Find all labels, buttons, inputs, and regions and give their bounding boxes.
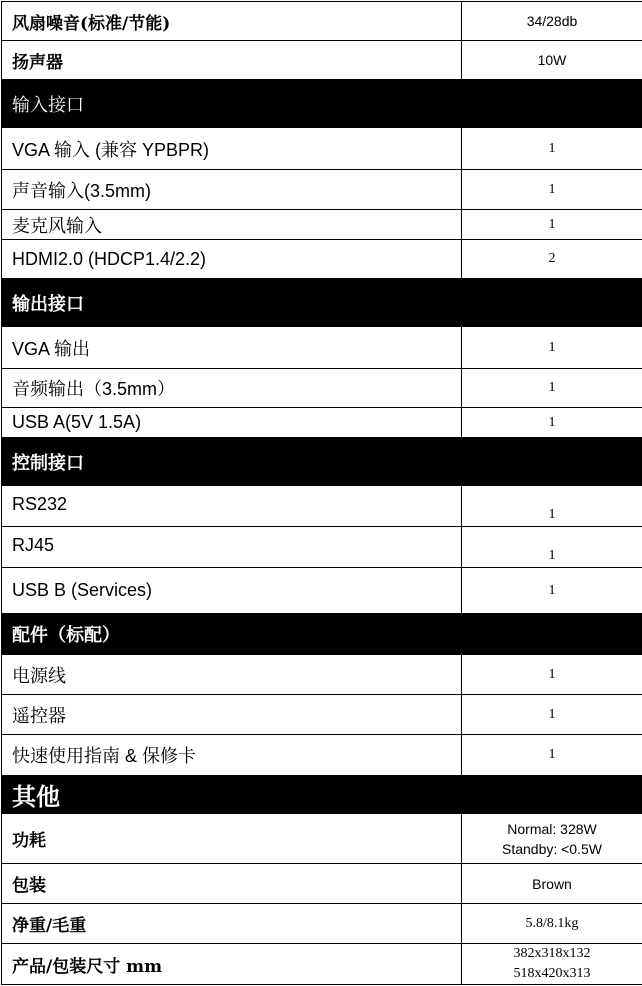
row-label: 净重/毛重 (2, 904, 462, 944)
row-label: 快速使用指南 & 保修卡 (2, 735, 462, 776)
section-header-control (2, 438, 642, 486)
section-blank (462, 438, 642, 486)
table-row-audio-out (2, 369, 642, 408)
section-header-other (2, 776, 642, 814)
row-value: 1 (462, 527, 642, 568)
section-title: 配件（标配） (2, 614, 462, 655)
row-value: 1 (462, 369, 642, 408)
row-value: 1 (462, 408, 642, 438)
row-label: 遥控器 (2, 695, 462, 735)
row-label: 功耗 (2, 814, 462, 864)
row-value: 2 (462, 240, 642, 279)
table-row-audio-in (2, 170, 642, 210)
table-row-mic-in (2, 210, 642, 240)
table-row-quick-guide (2, 735, 642, 776)
row-value: 1 (462, 170, 642, 210)
section-header-output (2, 279, 642, 327)
row-value (462, 944, 642, 985)
section-title: 控制接口 (2, 438, 462, 486)
row-label: VGA 输入 (兼容 YPBPR) (2, 128, 462, 170)
table-row-rj45 (2, 527, 642, 568)
row-value: 34/28db (462, 2, 642, 41)
row-value: 1 (462, 486, 642, 527)
value-line-2: 518x420x313 (462, 964, 642, 984)
value-line-2: Standby: <0.5W (462, 839, 642, 859)
row-label: 包装 (2, 864, 462, 904)
row-value (462, 814, 642, 864)
row-value: 1 (462, 568, 642, 614)
section-header-accessories (2, 614, 642, 655)
row-value: 1 (462, 655, 642, 695)
value-line-1: Normal: 328W (462, 819, 642, 839)
row-label: 音频输出（3.5mm） (2, 369, 462, 408)
row-label: 电源线 (2, 655, 462, 695)
table-row-speaker (2, 41, 642, 80)
row-label: 麦克风输入 (2, 210, 462, 240)
table-row-vga-in (2, 128, 642, 170)
row-value: Brown (462, 864, 642, 904)
table-row-power-cord (2, 655, 642, 695)
row-label: RJ45 (2, 527, 462, 568)
value-line-1: 382x318x132 (462, 944, 642, 964)
row-value: 5.8/8.1kg (462, 904, 642, 944)
section-title: 输出接口 (2, 279, 462, 327)
row-label: 声音输入(3.5mm) (2, 170, 462, 210)
section-blank (462, 80, 642, 128)
row-value: 1 (462, 210, 642, 240)
table-row-usb-a (2, 408, 642, 438)
row-value: 1 (462, 695, 642, 735)
table-row-power (2, 814, 642, 864)
row-label: RS232 (2, 486, 462, 527)
table-row-package (2, 864, 642, 904)
row-value: 1 (462, 735, 642, 776)
table-row-usb-b (2, 568, 642, 614)
section-header-input (2, 80, 642, 128)
row-value: 1 (462, 128, 642, 170)
table-row-hdmi (2, 240, 642, 279)
row-label: USB A(5V 1.5A) (2, 408, 462, 438)
section-blank (462, 279, 642, 327)
table-row-weight (2, 904, 642, 944)
row-value: 10W (462, 41, 642, 80)
section-blank (462, 776, 642, 814)
table-row-rs232 (2, 486, 642, 527)
row-label: USB B (Services) (2, 568, 462, 614)
row-label: 风扇噪音(标准/节能) (2, 2, 462, 41)
section-title: 输入接口 (2, 80, 462, 128)
section-title: 其他 (2, 776, 462, 814)
table-row-dimensions (2, 944, 642, 985)
spec-table (1, 1, 642, 985)
row-label: VGA 输出 (2, 327, 462, 369)
section-blank (462, 614, 642, 655)
table-row-vga-out (2, 327, 642, 369)
table-row-fan-noise (2, 2, 642, 41)
table-row-remote (2, 695, 642, 735)
row-label: 扬声器 (2, 41, 462, 80)
row-label: HDMI2.0 (HDCP1.4/2.2) (2, 240, 462, 279)
row-label: 产品/包装尺寸 mm (2, 944, 462, 985)
row-value: 1 (462, 327, 642, 369)
